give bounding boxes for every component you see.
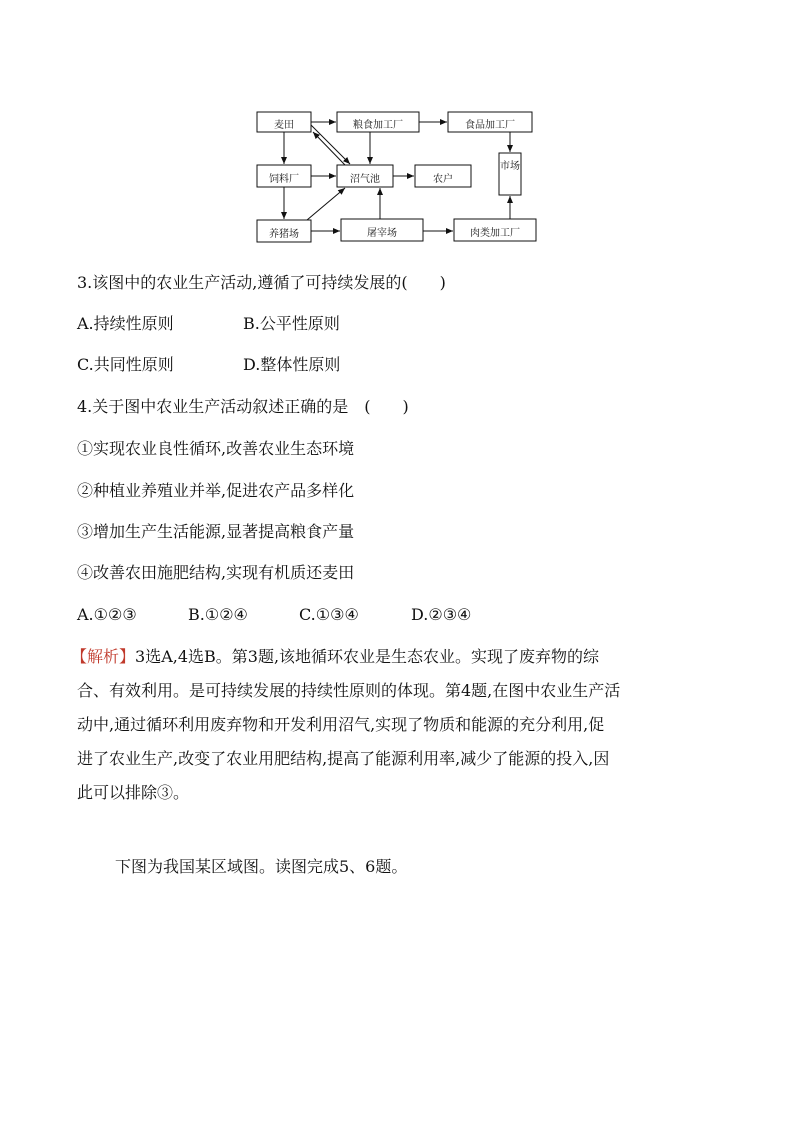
node-label-yangzhu: 养猪场 — [269, 229, 299, 240]
arrow-zhaoqi-maitian — [313, 132, 345, 165]
node-label-roulei: 肉类加工厂 — [470, 228, 520, 239]
node-label-shichang: 市场 — [500, 161, 520, 172]
analysis-line-5: 此可以排除③。 — [77, 783, 190, 802]
analysis-line-3: 动中,通过循环利用废弃物和开发利用沼气,实现了物质和能源的充分利用,促 — [77, 715, 605, 734]
node-label-maitian: 麦田 — [274, 120, 294, 131]
q4-item-1: ①实现农业良性循环,改善农业生态环境 — [77, 439, 355, 458]
analysis-tag: 【解析】 — [71, 647, 136, 666]
q4-option-a: A.①②③ — [77, 605, 137, 624]
analysis-text-1: 3选A,4选B。第3题,该地循环农业是生态农业。实现了废弃物的综 — [135, 647, 600, 666]
q3-option-b: B.公平性原则 — [243, 314, 340, 333]
q3-option-a: A.持续性原则 — [77, 314, 174, 333]
q4-item-2: ②种植业养殖业并举,促进农产品多样化 — [77, 481, 355, 500]
node-label-liangshi: 粮食加工厂 — [353, 120, 403, 131]
q4-item-3: ③增加生产生活能源,显著提高粮食产量 — [77, 522, 355, 541]
node-label-zhaoqi: 沼气池 — [350, 174, 380, 185]
node-label-tuzai: 屠宰场 — [367, 228, 397, 239]
q4-option-b: B.①②④ — [188, 605, 248, 624]
q4-option-c: C.①③④ — [299, 605, 359, 624]
intro-text: 下图为我国某区域图。读图完成5、6题。 — [115, 857, 408, 876]
q3-option-d: D.整体性原则 — [243, 355, 341, 374]
q3-option-c: C.共同性原则 — [77, 355, 174, 374]
analysis-line-1 — [71, 647, 722, 667]
arrow-yangzhu-zhaoqi — [307, 188, 345, 220]
q4-option-d: D.②③④ — [411, 605, 472, 624]
analysis-line-2: 合、有效利用。是可持续发展的持续性原则的体现。第4题,在图中农业生产活 — [77, 681, 621, 700]
node-label-shipin: 食品加工厂 — [465, 120, 515, 131]
analysis-block — [71, 647, 722, 817]
q4-stem: 4.关于图中农业生产活动叙述正确的是 ( ) — [77, 397, 409, 416]
analysis-line-4: 进了农业生产,改变了农业用肥结构,提高了能源利用率,减少了能源的投入,因 — [77, 749, 610, 768]
q3-stem: 3.该图中的农业生产活动,遵循了可持续发展的( ) — [77, 273, 446, 292]
q4-item-4: ④改善农田施肥结构,实现有机质还麦田 — [77, 563, 355, 582]
flow-diagram — [0, 0, 794, 260]
node-label-siliao: 饲料厂 — [269, 174, 299, 185]
node-label-nonghu: 农户 — [433, 174, 453, 185]
